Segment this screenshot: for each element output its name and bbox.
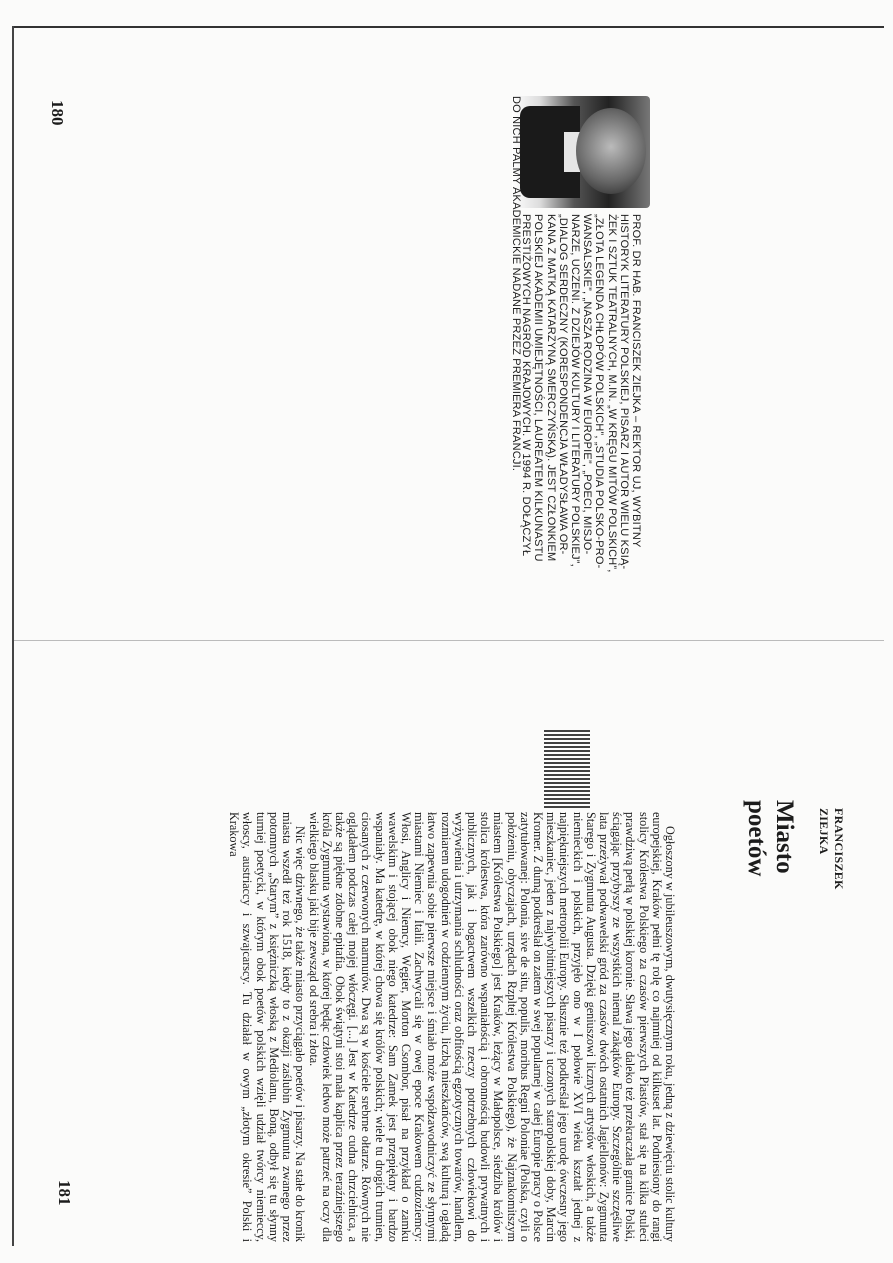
scan-edge-top: [14, 26, 884, 28]
page-gutter: [14, 640, 884, 641]
article-author: FRANCISZEK ZIEJKA: [817, 808, 846, 890]
bio-line: WANSALSKIE”, „NASZA RODZINA W EUROPIE”, „POECI, MISJO-: [581, 214, 594, 555]
bio-line: POLSKIEJ AKADEMII UMIEJĘTNOŚCI, LAUREATEM KILKUNASTU: [532, 214, 545, 562]
body-paragraph: Ogłoszony w jubileuszowym, dwutysięcznym roku, jedną z dziewięciu stolic kultury europejskiej, Kraków pełni tę rolę co najmniej od kilkuset lat. Podniesiony do rangi stolicy Królestwa Polskiego za czasów pierwszych Piastów, stał się na kilka stuleci prawdziwą perłą w polskiej koronie. Sława jego daleko też przekraczała granice Polski, ściągając przybyszy ze wszystkich niemal zakątków Europy. Szczególnie szczęśliwe lata przeżywał podwawelski gród za czasów dwóch ostatnich Jagiellonów: Zygmunta Starego i Zygmunta Augusta. Dzięki geniuszowi licznych artystów włoskich, a także niemieckich i polskich, przyjęło ono w I połowie XVI wieku kształt jednej z najpiękniejszych metropolii Europy. Słusznie też podkreślał jego urodę ówczesny jego mieszkaniec, jeden z najwybitniejszych pisarzy i uczonych staropolskiej doby, Marcin Kromer. Z dumą podkreślał on zatem w swej popularnej w całej Europie pracy o Polsce zatytułowanej: Polonia, sive de situ, populis, moribus Regni Poloniae (Polska, czyli o położeniu, obyczajach, urzędach Rzpltej Królestwa Polskiego), że Najznakomitszym miastem [Królestwa Polskiego] jest Kraków, leżący w Małopolsce, siedziba królów i stolica królestwa, która zarówno wspaniałością i obronnością budowli prywatnych i publicznych, jak i bogactwem wszelkich rzeczy potrzebnych człowiekowi do wyżywienia i utrzymania schludności oraz obfitością egzotycznych towarów, handlem, rozmiarem udogodnień w codziennym życiu, liczbą mieszkańców, swą kulturą i ogładą łatwo zapewnia sobie pierwsze miejsce i śmiało może współzawodniczyć ze słynnymi miastami Niemiec i Italii. Zachwycali się w owej epoce Krakowem cudzoziemcy: Włosi, Anglicy i Niemcy, Węgier, Morton Csombor, pisał na przykład o zamku wawelskim i stojącej obok niego katedrze: Sam Zamek jest przepiękny i bardzo wspaniały. Ma katedrę, w której chowa się królów polskich; wiele tu drogich trumien, ciosanych z czerwonych marmurów. Dwa są w kościele srebrne ołtarze. Równych nie oglądałem podczas całej mojej włóczęgi. [...] Jest w Katedrze cudna chrzcielnica, a także są piękne zdobne epitafia. Obok świątyni stoi mała kaplica przez teraźniejszego króla Zygmunta wystawiona, w której będąc człowiek ledwo może patrzeć na oczy dla wielkiego blasku jaki bije zewsząd od srebra i złota.: [306, 812, 677, 1242]
bio-line: PRESTIŻOWYCH NAGRÓD KRAJOWYCH. W 1994 R. DOŁĄCZYŁ: [520, 214, 533, 557]
bio-line: HISTORYK LITERATURY POLSKIEJ, PISARZ I AUTOR WIELU KSIĄ-: [617, 214, 630, 570]
body-paragraph: Nic więc dziwnego, że także miasto przyciągało poetów i pisarzy. Na stałe do kronik miasta wszedł też rok 1518, kiedy to z okazji zaślubin Zygmunta zwanego przez potomnych „Starym” z księżniczką włoską z Mediolanu, Boną, odbył się tu słynny turniej poetycki, w którym obok poetów polskich wzięli udział twórcy niemieccy, włoscy, austriaccy i szwajcarscy. Tu działał w owym „złotym okresie” Polski i Krakowa: [227, 812, 308, 1242]
article-title: Miasto poetów: [743, 800, 798, 877]
author-bio: [520, 214, 642, 604]
bio-line: KANA Z MATKĄ KATARZYNĄ SMERCZYŃSKĄ). JEST CZŁONKIEM: [544, 214, 557, 562]
woodcut-illustration: [544, 730, 590, 808]
bio-line: „ZŁOTA LEGENDA CHŁOPÓW POLSKICH”, „STUDIA POLSKO-PRO-: [593, 214, 606, 569]
bio-last-line: DO NICH PALMY AKADEMICKIE NADANE PRZEZ PREMIERA FRANCJI.: [510, 96, 522, 472]
author-portrait: [512, 96, 650, 208]
bio-line: „DIALOG SERDECZNY (KORESPONDENCJA WŁADYSŁAWA OR-: [556, 214, 569, 555]
bio-line: ŻEK I SZTUK TEATRALNYCH, M.IN. „W KRĘGU MITÓW POLSKICH”,: [605, 214, 618, 573]
bio-line: PROF. DR HAB. FRANCISZEK ZIEJKA – REKTOR UJ, WYBITNY: [630, 214, 642, 548]
page-number-right: 181: [55, 1180, 74, 1206]
article-body: [96, 812, 676, 1242]
scan-edge-left: [12, 26, 14, 1246]
page-number-left: 180: [48, 100, 67, 126]
bio-line: NARZE, UCZENI. Z DZIEJÓW KULTURY I LITERATURY POLSKIEJ”,: [568, 214, 581, 567]
